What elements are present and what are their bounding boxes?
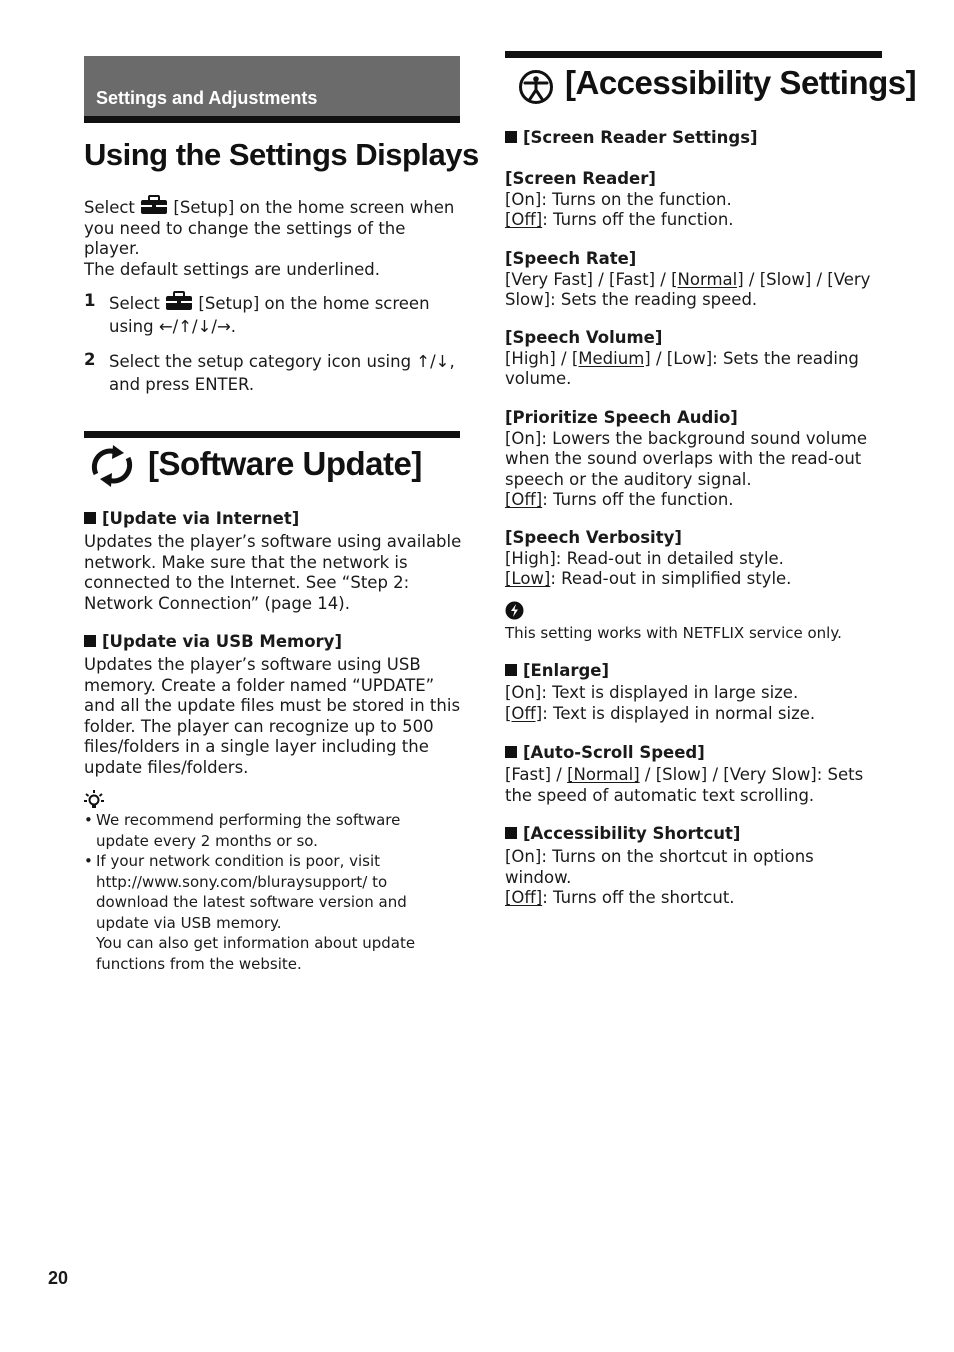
text-line: You can also get information about update [96,934,416,952]
screen-reader-settings-heading [505,128,758,148]
option-line: [High]: Read-out in detailed style. [505,548,784,568]
intro-paragraph [84,195,454,280]
autoscroll-heading [505,743,705,763]
enlarge-heading [505,661,609,681]
heading-text: [Enlarge] [523,661,610,680]
heading-text: [Screen Reader Settings] [523,128,758,147]
option-desc: : Turns off the function. [542,210,734,229]
text-line: http://www.sony.com/bluraysupport/ to [96,872,388,891]
refresh-icon [86,444,138,488]
page-number: 20 [48,1268,69,1288]
square-bullet-icon [505,827,517,839]
note-icon [505,601,524,620]
shortcut-block [505,847,814,909]
section-title: Settings and Adjustments [96,88,318,108]
option-desc: : Text is displayed in normal size. [542,703,816,723]
step-1-line-2: using ←/↑/↓/→. [109,317,237,336]
text-line: If your network condition is poor, visit [96,852,381,870]
option-line: / [Slow] / [Very [743,269,871,289]
option-line: [Fast] / [505,765,568,784]
step-2 [109,350,455,396]
text-line: update files/folders. [84,757,249,777]
tip-1 [96,810,400,851]
option-line: [High] / [505,348,572,368]
option-heading: [Prioritize Speech Audio] [505,408,738,427]
bullet-icon: • [84,811,93,829]
text-line: connected to the Internet. See “Step 2: [84,573,410,592]
option-line: Slow]: Sets the reading speed. [505,290,758,309]
update-internet-text [84,532,461,614]
option-line: [Very Fast] / [Fast] / [505,269,672,289]
tip-2 [96,851,415,974]
option-desc: : Read-out in simplified style. [550,569,792,588]
text-line: update every 2 months or so. [96,831,318,850]
option-heading: [Speech Rate] [505,249,637,268]
option-heading: [Speech Volume] [505,328,663,347]
heading-text: [Update via USB Memory] [102,632,342,651]
default-option: [Off] [505,210,543,229]
option-line: [On]: Text is displayed in large size. [505,683,799,702]
step-number: 2 [84,350,96,369]
text-line: memory. Create a folder named “UPDATE” [84,675,435,695]
speech-volume-block [505,328,859,390]
option-heading: [Screen Reader] [505,169,656,188]
accessibility-icon [518,69,554,105]
option-line: [On]: Turns on the shortcut in options [505,847,814,866]
option-line: / [Slow] / [Very Slow]: Sets [639,765,864,784]
page-title: Using the Settings Displays [84,137,479,172]
autoscroll-block [505,765,863,806]
option-desc: : Turns off the function. [542,490,734,509]
option-line: volume. [505,369,572,388]
screen-reader-block [505,169,734,231]
prioritize-speech-block [505,408,867,511]
default-option: [Off] [505,888,543,907]
square-bullet-icon [505,131,517,143]
text-line: files/folders in a single layer including the [84,737,429,756]
step-2-line-1: Select the setup category icon using ↑/↓, [109,352,455,371]
option-line: [On]: Turns on the function. [505,189,732,209]
option-line: speech or the auditory signal. [505,469,752,489]
text-line: We recommend performing the software [96,811,401,829]
update-usb-heading [84,632,342,652]
intro-post: [Setup] on the home screen when [173,198,455,217]
heading-text: [Accessibility Shortcut] [523,824,741,843]
text-line: download the latest software version and [96,893,407,911]
option-line: window. [505,867,572,887]
text-line: functions from the website. [96,954,302,973]
text-line: and all the update files must be stored in this [84,696,461,715]
update-usb-text [84,655,460,778]
option-line: the speed of automatic text scrolling. [505,785,815,805]
step-number: 1 [84,291,96,310]
enlarge-block [505,683,815,724]
software-update-title: [Software Update] [148,445,422,482]
netflix-note: This setting works with NETFLIX service only. [505,624,842,642]
text-line: update via USB memory. [96,913,282,932]
option-line: [On]: Lowers the background sound volume [505,428,868,448]
step-1 [109,291,430,338]
speech-verbosity-block [505,528,791,590]
intro-line-3: player. [84,239,140,258]
default-option: [Normal] [671,269,744,289]
heading-text: [Auto-Scroll Speed] [523,743,705,762]
shortcut-heading [505,824,740,844]
default-note: The default settings are underlined. [84,259,381,279]
square-bullet-icon [84,512,96,524]
toolbox-icon [140,195,168,215]
option-line: / [Low]: Sets the reading [650,348,859,368]
lightbulb-hint-icon [84,790,104,810]
default-option: [Normal] [567,765,640,784]
update-internet-heading [84,509,299,529]
default-option: [Low] [505,569,551,588]
intro-line-2: you need to change the settings of the [84,218,406,238]
speech-rate-block [505,249,870,311]
section-rule [84,431,460,438]
section-tab [84,56,460,123]
heading-text: [Update via Internet] [102,509,300,528]
section-rule [505,51,882,58]
toolbox-icon [165,291,193,311]
step-1-pre: Select [109,294,160,313]
text-line: Updates the player’s software using available [84,532,462,551]
square-bullet-icon [84,635,96,647]
option-line: when the sound overlaps with the read-out [505,449,862,468]
default-option: [Medium] [571,348,651,368]
square-bullet-icon [505,746,517,758]
square-bullet-icon [505,664,517,676]
accessibility-title: [Accessibility Settings] [565,64,917,101]
bullet-icon: • [84,852,93,870]
step-1-post: [Setup] on the home screen [198,294,430,313]
text-line: Updates the player’s software using USB [84,655,421,674]
text-line: folder. The player can recognize up to 500 [84,716,434,736]
step-2-line-2: and press ENTER. [109,375,255,394]
option-heading: [Speech Verbosity] [505,528,682,547]
option-desc: : Turns off the shortcut. [542,888,735,907]
default-option: [Off] [505,490,543,509]
text-line: network. Make sure that the network is [84,552,408,572]
default-option: [Off] [505,703,543,723]
text-line: Network Connection” (page 14). [84,593,350,613]
intro-pre: Select [84,198,135,217]
